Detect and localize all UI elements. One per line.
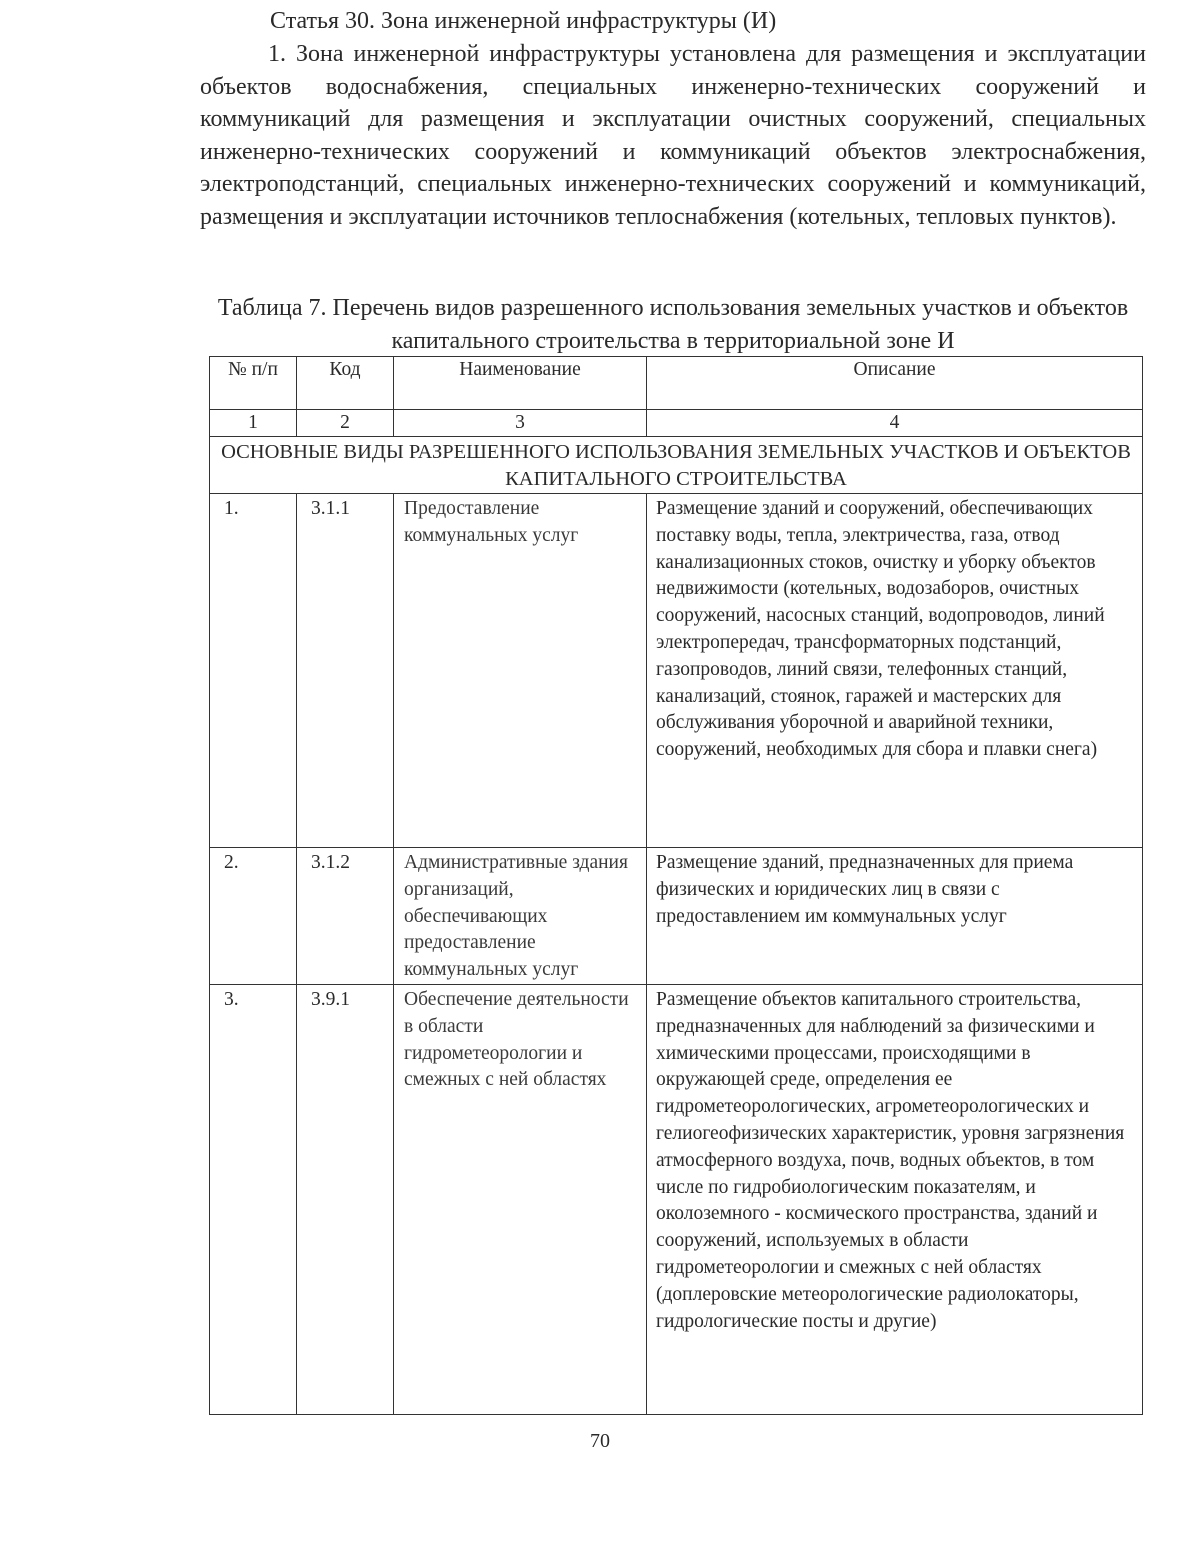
table-row — [210, 848, 1143, 985]
column-number-row — [210, 410, 1143, 437]
column-number: 1 — [210, 410, 297, 437]
header-name: Наименование — [394, 357, 647, 410]
header-number: № п/п — [210, 357, 297, 410]
header-row — [210, 357, 1143, 410]
column-number: 4 — [647, 410, 1143, 437]
table-row — [210, 985, 1143, 1415]
row-number: 3. — [210, 985, 297, 1415]
table-caption: Таблица 7. Перечень видов разрешенного использования земельных участков и объектов капитального строительства в территориальной зоне И — [217, 295, 1129, 354]
row-number: 2. — [210, 848, 297, 985]
row-code: 3.1.1 — [297, 494, 394, 848]
row-description: Размещение зданий, предназначенных для приема физических и юридических лиц в связи с предоставлением им коммунальных услуг — [647, 848, 1143, 985]
section-title: ОСНОВНЫЕ ВИДЫ РАЗРЕШЕННОГО ИСПОЛЬЗОВАНИЯ ЗЕМЕЛЬНЫХ УЧАСТКОВ И ОБЪЕКТОВ КАПИТАЛЬНОГО СТРОИТЕЛЬСТВА — [210, 437, 1143, 494]
header-description: Описание — [647, 357, 1143, 410]
row-name: Обеспечение деятельности в области гидрометеорологии и смежных с ней областях — [394, 985, 647, 1415]
page-number: 70 — [590, 1430, 610, 1452]
row-name: Предоставление коммунальных услуг — [394, 494, 647, 848]
table-container — [209, 356, 1142, 1415]
permitted-use-table — [209, 356, 1143, 1415]
header-code: Код — [297, 357, 394, 410]
row-description: Размещение объектов капитального строительства, предназначенных для наблюдений за физическими и химическими процессами, происходящими в окружающей среде, определения ее гидрометеорологических, агрометеорологических и гелиогеофизических характеристик, уровня загрязнения атмосферного воздуха, почв, водных объектов, в том числе по гидробиологическим показателям, и околоземного - космического пространства, зданий и сооружений, используемых в области гидрометеорологии и смежных с ней областях (доплеровские метеорологические радиолокаторы, гидрологические посты и другие) — [647, 985, 1143, 1415]
article-paragraph: 1. Зона инженерной инфраструктуры установлена для размещения и эксплуатации объектов водоснабжения, специальных инженерно-технических сооружений и коммуникаций для размещения и эксплуатации очистных сооружений, специальных инженерно-технических сооружений и коммуникаций объектов электроснабжения, электроподстанций, специальных инженерно-технических сооружений и коммуникаций, размещения и эксплуатации источников теплоснабжения (котельных, тепловых пунктов). — [200, 41, 1146, 230]
row-code: 3.9.1 — [297, 985, 394, 1415]
row-name: Административные здания организаций, обеспечивающих предоставление коммунальных услуг — [394, 848, 647, 985]
row-number: 1. — [210, 494, 297, 848]
row-code: 3.1.2 — [297, 848, 394, 985]
section-row — [210, 437, 1143, 494]
article-title: Статья 30. Зона инженерной инфраструктуры (И) — [270, 8, 777, 34]
column-number: 2 — [297, 410, 394, 437]
row-description: Размещение зданий и сооружений, обеспечивающих поставку воды, тепла, электричества, газа, отвод канализационных стоков, очистку и уборку объектов недвижимости (котельных, водозаборов, очистных сооружений, насосных станций, водопроводов, линий электропередач, трансформаторных подстанций, газопроводов, линий связи, телефонных станций, канализаций, стоянок, гаражей и мастерских для обслуживания уборочной и аварийной техники, сооружений, необходимых для сбора и плавки снега) — [647, 494, 1143, 848]
column-number: 3 — [394, 410, 647, 437]
table-row — [210, 494, 1143, 848]
